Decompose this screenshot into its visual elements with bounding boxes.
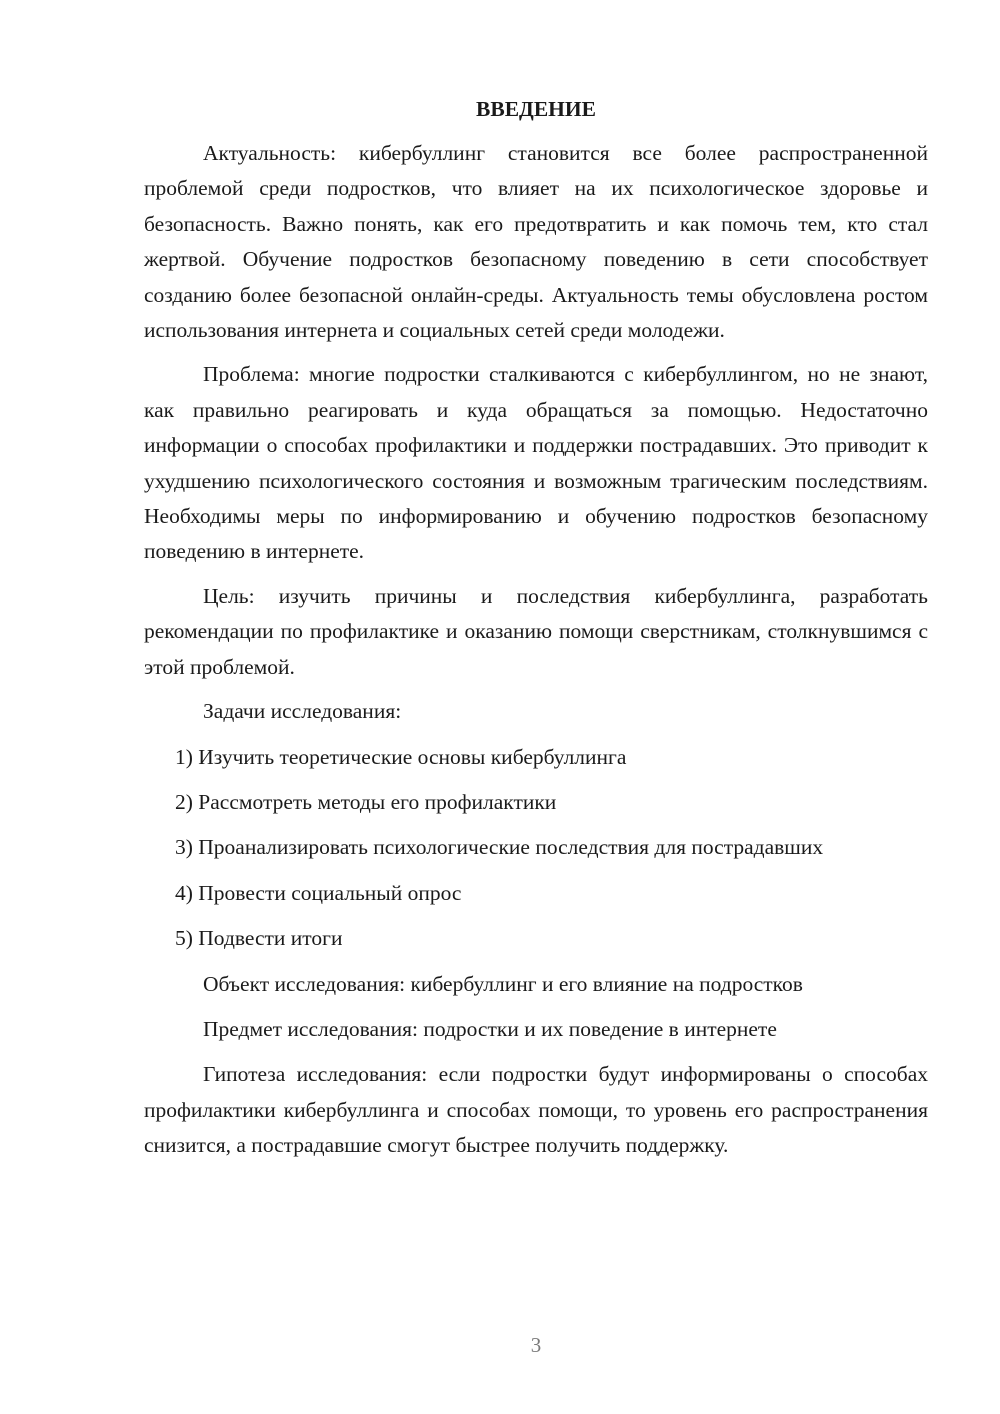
list-item: 3) Проанализировать психологические последствия для пострадавших xyxy=(175,835,824,860)
list-item: 4) Провести социальный опрос xyxy=(175,880,462,905)
list-item: 5) Подвести итоги xyxy=(175,926,343,951)
list-item: 2) Рассмотреть методы его профилактики xyxy=(175,789,557,814)
object-paragraph: Объект исследования: кибербуллинг и его влияние на подростков xyxy=(203,971,803,996)
relevance-paragraph: Актуальность: кибербуллинг становится все более распространенной проблемой среди подростков, что влияет на их психологическое здоровье и безопасность. Важно понять, как его предотвратить и как помочь тем, кто стал жертвой. Обучение подростков безопасному поведению в сети способствует созданию более безопасной онлайн-среды. Актуальность темы обусловлена ростом использования интернета и социальных сетей среди молодежи. xyxy=(144,141,928,343)
problem-paragraph: Проблема: многие подростки сталкиваются с кибербуллингом, но не знают, как правильно реагировать и куда обращаться за помощью. Недостаточно информации о способах профилактики и поддержки пострадавших. Это приводит к ухудшению психологического состояния и возможным трагическим последствиям. Необходимы меры по информированию и обучению подростков безопасному поведению в интернете. xyxy=(144,362,928,564)
subject-paragraph: Предмет исследования: подростки и их поведение в интернете xyxy=(203,1016,777,1041)
tasks-intro: Задачи исследования: xyxy=(203,699,402,724)
page-number: 3 xyxy=(530,1333,542,1357)
page-title: ВВЕДЕНИЕ xyxy=(476,97,596,121)
goal-paragraph: Цель: изучить причины и последствия кибербуллинга, разработать рекомендации по профилактике и оказанию помощи сверстникам, столкнувшимся с этой проблемой. xyxy=(144,583,928,679)
document-page xyxy=(144,92,928,1173)
tasks-list xyxy=(144,740,928,957)
hypothesis-paragraph: Гипотеза исследования: если подростки будут информированы о способах профилактики кибербуллинга и способах помощи, то уровень его распространения снизится, а пострадавшие смогут быстрее получить поддержку. xyxy=(144,1062,928,1158)
list-item: 1) Изучить теоретические основы кибербуллинга xyxy=(175,744,627,769)
